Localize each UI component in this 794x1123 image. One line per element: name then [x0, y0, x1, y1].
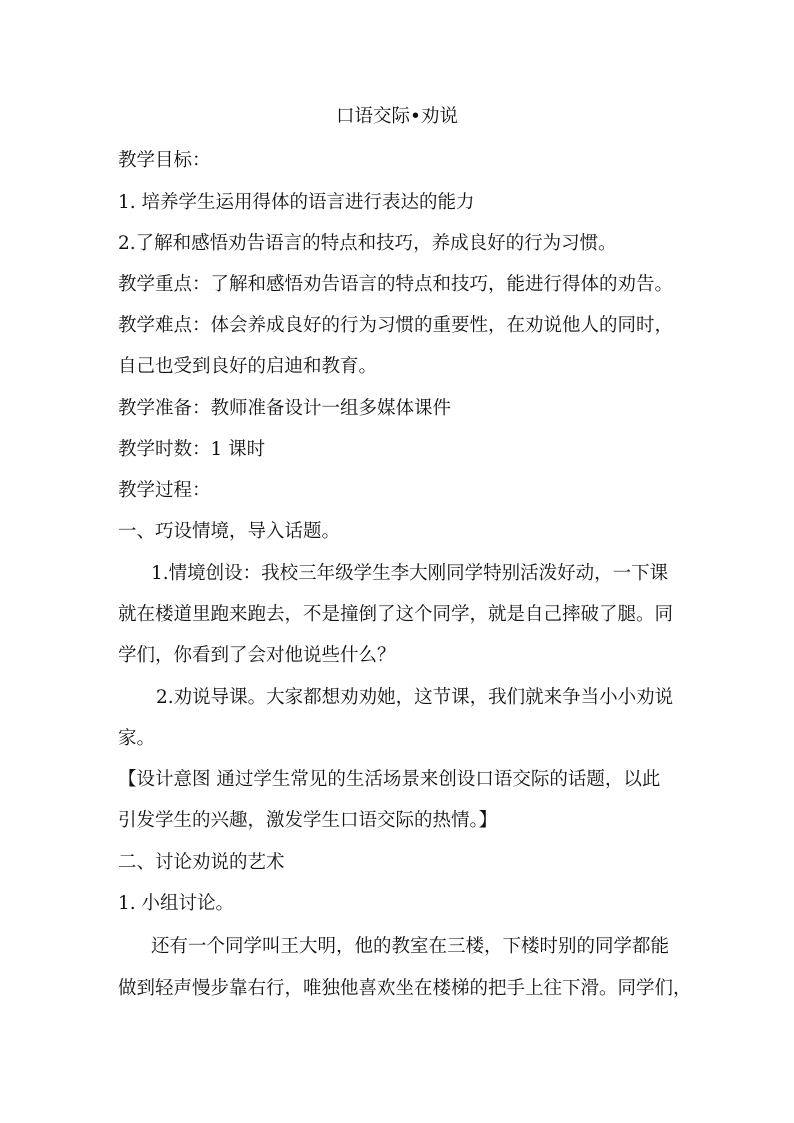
- scenario-paragraph-line-1: 1.情境创设：我校三年级学生李大刚同学特别活泼好动，一下课: [151, 563, 669, 584]
- page-title: 口语交际•劝说: [336, 106, 458, 127]
- persuasion-intro-line-1: 2.劝说导课。大家都想劝劝她，这节课，我们就来争当小小劝说: [156, 687, 674, 708]
- discussion-paragraph-line-1: 还有一个同学叫王大明，他的教室在三楼，下楼时别的同学都能: [151, 936, 670, 957]
- discussion-paragraph-line-2: 做到轻声慢步靠右行，唯独他喜欢坐在楼梯的把手上往下滑。同学们，: [118, 978, 692, 999]
- teaching-difficulty-line-2: 自己也受到良好的启迪和教育。: [118, 356, 378, 377]
- teaching-difficulty-line-1: 教学难点：体会养成良好的行为习惯的重要性，在劝说他人的同时，: [118, 315, 674, 336]
- design-intent-line-2: 引发学生的兴趣，激发学生口语交际的热情。】: [118, 810, 498, 831]
- objective-item-2: 2.了解和感悟劝告语言的特点和技巧，养成良好的行为习惯。: [118, 233, 617, 254]
- objective-item-1: 1. 培养学生运用得体的语言进行表达的能力: [118, 192, 475, 213]
- design-intent-line-1: 【设计意图 通过学生常见的生活场景来创设口语交际的话题，以此: [118, 769, 661, 790]
- section-heading-objectives: 教学目标：: [118, 150, 211, 171]
- scenario-paragraph-line-3: 学们，你看到了会对他说些什么？: [118, 645, 396, 666]
- group-discussion-heading: 1. 小组讨论。: [118, 893, 235, 914]
- teaching-hours: 教学时数：1 课时: [118, 439, 266, 460]
- step-1-heading: 一、巧设情境，导入话题。: [118, 521, 341, 542]
- teaching-preparation: 教学准备：教师准备设计一组多媒体课件: [118, 398, 452, 419]
- section-heading-process: 教学过程：: [118, 480, 211, 501]
- scenario-paragraph-line-2: 就在楼道里跑来跑去，不是撞倒了这个同学，就是自己摔破了腿。同: [118, 604, 674, 625]
- persuasion-intro-line-2: 家。: [118, 728, 156, 749]
- teaching-focus: 教学重点：了解和感悟劝告语言的特点和技巧，能进行得体的劝告。: [118, 274, 674, 295]
- step-2-heading: 二、讨论劝说的艺术: [118, 852, 285, 873]
